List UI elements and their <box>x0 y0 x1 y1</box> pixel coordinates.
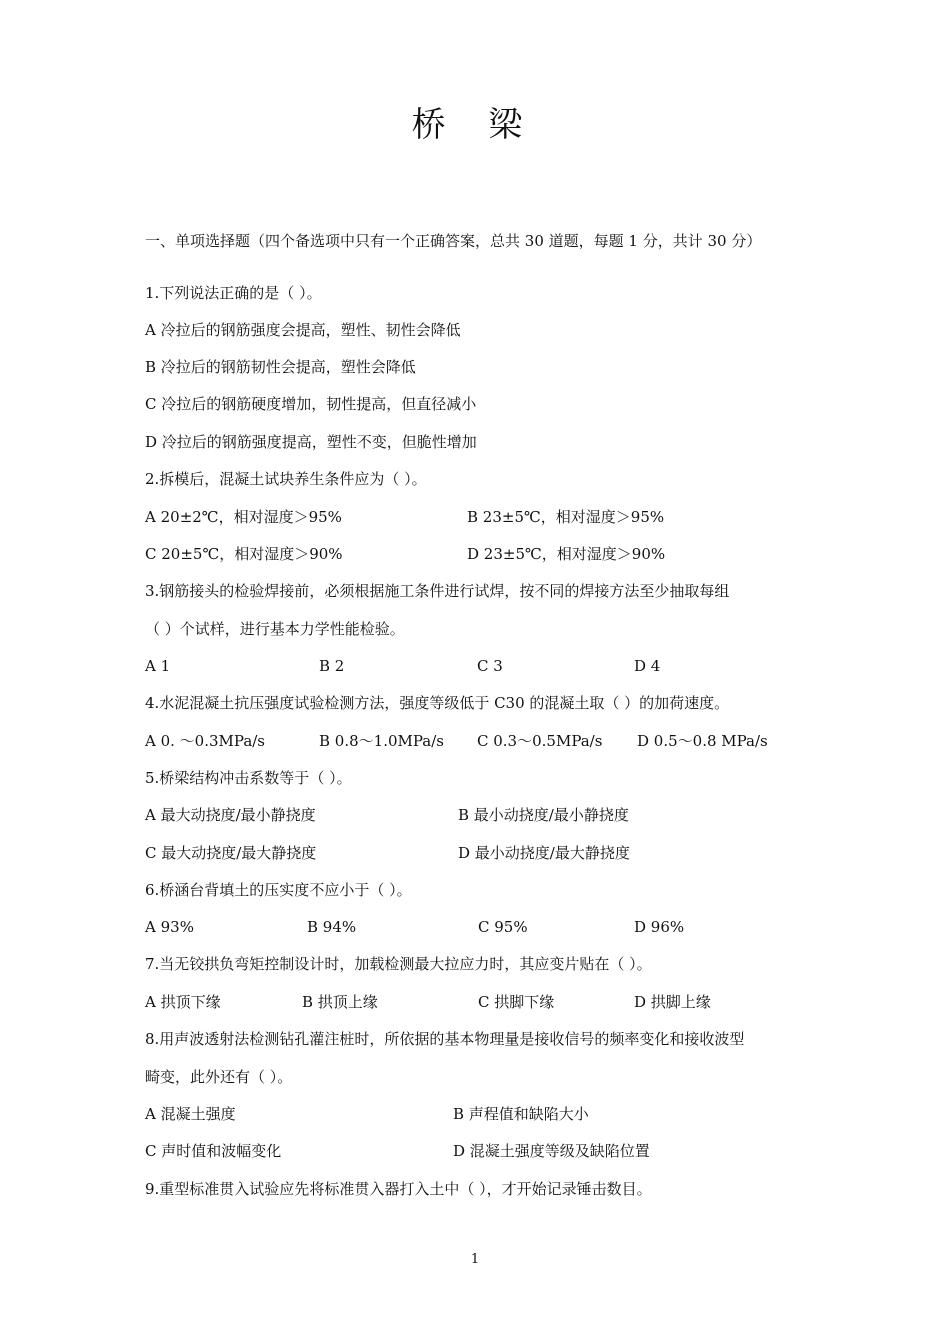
question-1-stem: 1.下列说法正确的是（ ）。 <box>145 284 322 302</box>
question-3-option-a: A 1 <box>145 657 171 675</box>
question-6-option-a: A 93% <box>145 918 194 936</box>
question-2-option-b: B 23±5℃，相对湿度＞95% <box>467 508 665 526</box>
question-2-stem: 2.拆模后，混凝土试块养生条件应为（ ）。 <box>145 470 427 488</box>
question-5-option-d: D 最小动挠度/最大静挠度 <box>458 844 630 862</box>
question-1-option-b: B 冷拉后的钢筋韧性会提高，塑性会降低 <box>145 358 416 376</box>
question-1-option-c: C 冷拉后的钢筋硬度增加，韧性提高，但直径减小 <box>145 395 477 413</box>
page-number: 1 <box>470 1252 480 1267</box>
question-7-option-c: C 拱脚下缘 <box>478 993 555 1011</box>
question-7-stem: 7.当无铰拱负弯矩控制设计时，加载检测最大拉应力时，其应变片贴在（ ）。 <box>145 955 652 973</box>
question-8-option-a: A 混凝土强度 <box>145 1105 236 1123</box>
question-5-stem: 5.桥梁结构冲击系数等于（ ）。 <box>145 769 352 787</box>
question-5-option-c: C 最大动挠度/最大静挠度 <box>145 844 317 862</box>
question-6-option-c: C 95% <box>478 918 528 936</box>
question-7-option-a: A 拱顶下缘 <box>145 993 221 1011</box>
document-title: 桥 梁 <box>411 105 539 145</box>
section-heading: 一、单项选择题（四个备选项中只有一个正确答案，总共 30 道题，每题 1 分，共计 30 分） <box>145 232 762 250</box>
question-4-option-c: C 0.3～0.5MPa/s <box>477 732 603 750</box>
question-4-option-d: D 0.5～0.8 MPa/s <box>637 732 768 750</box>
question-8-option-d: D 混凝土强度等级及缺陷位置 <box>453 1142 650 1160</box>
question-4-option-a: A 0. ～0.3MPa/s <box>145 732 266 750</box>
question-5-option-a: A 最大动挠度/最小静挠度 <box>145 806 316 824</box>
question-1-option-d: D 冷拉后的钢筋强度提高，塑性不变，但脆性增加 <box>145 433 477 451</box>
question-3-stem-continued: （ ）个试样，进行基本力学性能检验。 <box>145 620 405 638</box>
question-2-option-d: D 23±5℃，相对湿度＞90% <box>467 545 666 563</box>
question-4-option-b: B 0.8～1.0MPa/s <box>319 732 444 750</box>
question-3-option-c: C 3 <box>477 657 503 675</box>
question-5-option-b: B 最小动挠度/最小静挠度 <box>458 806 629 824</box>
question-6-stem: 6.桥涵台背填土的压实度不应小于（ ）。 <box>145 881 412 899</box>
question-7-option-b: B 拱顶上缘 <box>302 993 378 1011</box>
question-8-option-c: C 声时值和波幅变化 <box>145 1142 282 1160</box>
question-4-stem: 4.水泥混凝土抗压强度试验检测方法，强度等级低于 C30 的混凝土取（ ）的加荷速度。 <box>145 694 730 712</box>
question-3-option-b: B 2 <box>319 657 345 675</box>
question-2-option-a: A 20±2℃，相对湿度＞95% <box>145 508 342 526</box>
question-3-stem: 3.钢筋接头的检验焊接前，必须根据施工条件进行试焊，按不同的焊接方法至少抽取每组 <box>145 582 730 600</box>
question-3-option-d: D 4 <box>634 657 661 675</box>
question-8-option-b: B 声程值和缺陷大小 <box>453 1105 589 1123</box>
question-2-option-c: C 20±5℃，相对湿度＞90% <box>145 545 343 563</box>
question-6-option-d: D 96% <box>634 918 685 936</box>
question-8-stem: 8.用声波透射法检测钻孔灌注桩时，所依据的基本物理量是接收信号的频率变化和接收波型 <box>145 1030 745 1048</box>
question-7-option-d: D 拱脚上缘 <box>634 993 711 1011</box>
question-9-stem: 9.重型标准贯入试验应先将标准贯入器打入土中（ ），才开始记录锤击数目。 <box>145 1180 652 1198</box>
question-1-option-a: A 冷拉后的钢筋强度会提高，塑性、韧性会降低 <box>145 321 461 339</box>
question-8-stem-continued: 畸变，此外还有（ ）。 <box>145 1068 293 1086</box>
question-6-option-b: B 94% <box>307 918 357 936</box>
